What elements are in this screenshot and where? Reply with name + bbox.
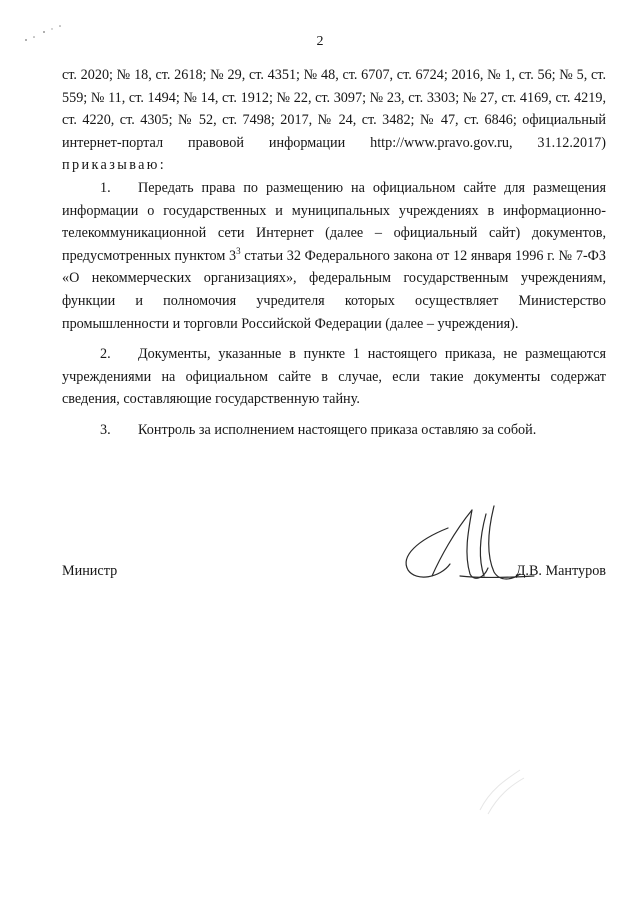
list-item-text: Контроль за исполнением настоящего приказа оставляю за собой.	[138, 421, 537, 438]
list-item-2	[62, 343, 606, 411]
intro-paragraph	[62, 64, 606, 177]
document-body	[62, 64, 606, 442]
list-item-text: Передать права по размещению на официальном сайте для размещения информации о государственных и муниципальных учреждениях в информационно-телекоммуникационной сети Интернет (далее – официальный сайт) документов, предусмотренных пунктом 3	[62, 179, 606, 264]
list-item-number: 2.	[100, 346, 111, 363]
list-item-text-continued: статьи 32 Федерального закона от 12 января 1996 г. № 7-ФЗ «О некоммерческих организациях», федеральным государственным учреждениям, функции и полномочия учредителя которых осуществляет Министерство промышленности и торговли Российской Федерации (далее – учреждения).	[62, 247, 607, 332]
page-number: 2	[316, 34, 324, 49]
signatory-name: Д.В. Мантуров	[515, 563, 606, 579]
superscript: 3	[236, 245, 241, 256]
list-item-3	[62, 419, 606, 442]
list-item-number: 1.	[100, 179, 111, 196]
list-item-number: 3.	[100, 421, 111, 438]
faint-mark	[470, 760, 530, 820]
list-item-1	[62, 177, 606, 335]
intro-text: ст. 2020; № 18, ст. 2618; № 29, ст. 4351; № 48, ст. 6707, ст. 6724; 2016, № 1, ст. 56; № 5, ст. 559; № 11, ст. 1494; № 14, ст. 1912; № 22, ст. 3097; № 23, ст. 3303; № 27, ст. 4169, ст. 4219, ст. 4220, ст. 4305; № 52, ст. 7498; 2017, № 24, ст. 3482; № 47, ст. 6846; официальный интернет-портал правовой информации http://www.pravo.gov.ru, 31.12.2017)	[62, 67, 606, 151]
intro-keyword: приказываю:	[62, 157, 167, 174]
list-item-text: Документы, указанные в пункте 1 настоящего приказа, не размещаются учреждениями на официальном сайте в случае, если такие документы содержат сведения, составляющие государственную тайну.	[62, 346, 606, 408]
signatory-role: Министр	[62, 563, 118, 579]
